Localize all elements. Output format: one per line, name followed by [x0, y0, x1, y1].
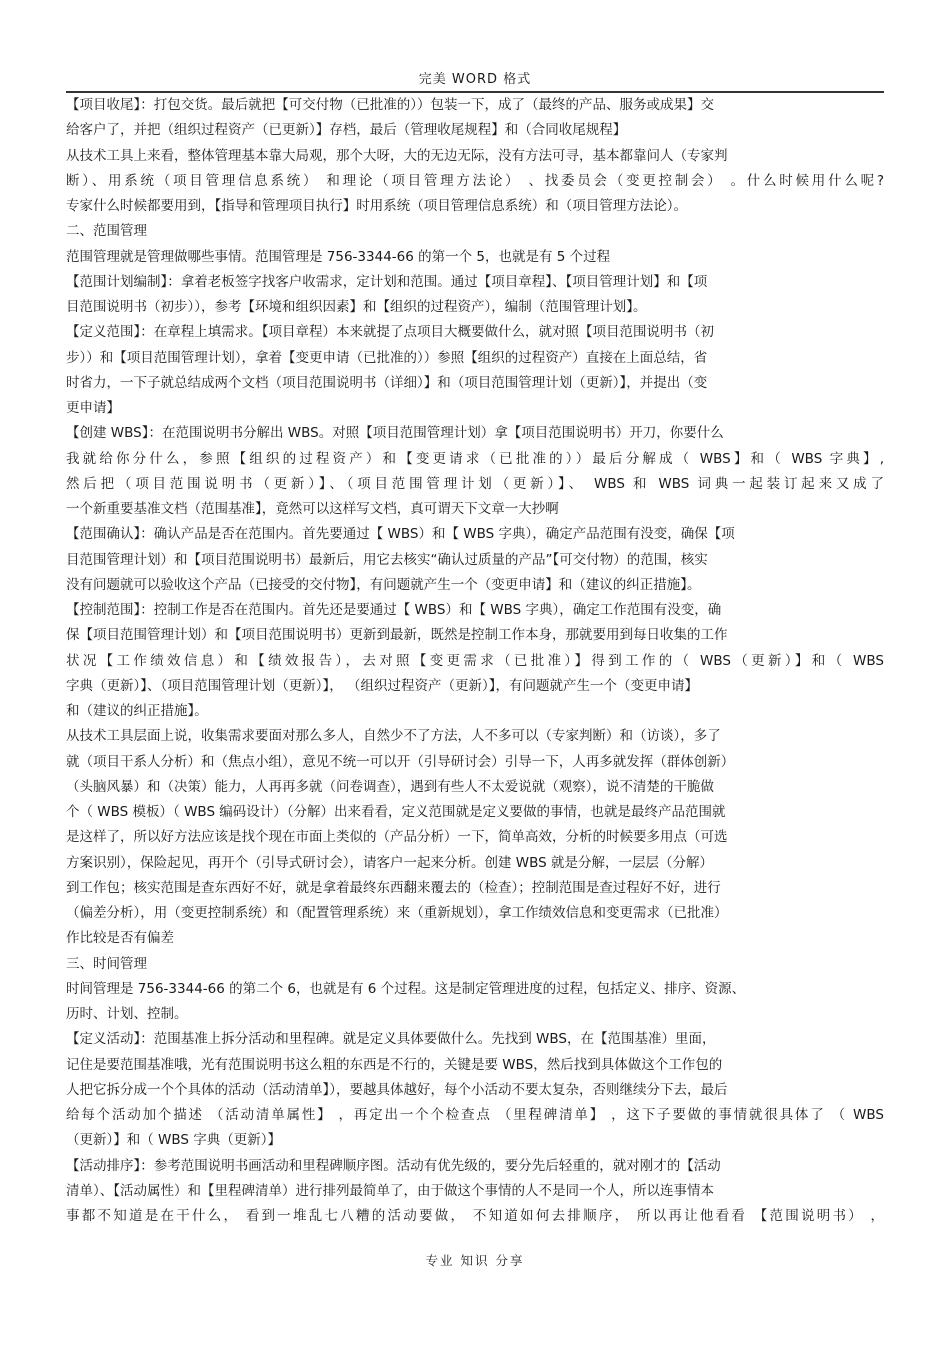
text-line: 二、范围管理	[66, 223, 147, 240]
text-line: 【创建 WBS】：在范围说明书分解出 WBS。对照【项目范围管理计划）拿【项目范围说明书）开刀，你要什么	[66, 425, 724, 442]
text-line: 步））和【项目范围管理计划），拿着【变更申请（已批准的））参照【组织的过程资产）直接在上面总结，省	[66, 349, 708, 366]
text-line: 个（ WBS 模板）（ WBS 编码设计）（分解）出来看看，定义范围就是定义要做的事情，也就是最终产品范围就	[66, 804, 726, 820]
text-line: 【活动排序】：参考范围说明书画活动和里程碑顺序图。活动有优先级的，要分先后轻重的，就对刚才的【活动	[66, 1157, 721, 1174]
text-line: 然后把（项目范围说明书（更新）】、（项目范围管理计划（更新）】、 WBS 和 WBS 词典一起装订起来又成了	[66, 475, 884, 492]
text-line: 事都不知道是在干什么， 看到一堆乱七八糟的活动要做， 不知道如何去排顺序， 所以再让他看看 【范围说明书） ，	[66, 1208, 884, 1224]
text-line: 三、时间管理	[66, 955, 147, 972]
text-line: 范围管理就是管理做哪些事情。范围管理是 756-3344-66 的第一个 5，也就是有 5 个过程	[66, 248, 611, 265]
text-line: 【项目收尾】：打包交货。最后就把【可交付物（已批准的））包装一下，成了（最终的产品、服务或成果】交	[66, 97, 714, 113]
text-line: 作比较是否有偏差	[66, 930, 174, 947]
text-line: 历时、计划、控制。	[66, 1006, 188, 1022]
text-line: 【范围计划编制】：拿着老板签字找客户收需求，定计划和范围。通过【项目章程】、【项目管理计划】和【项	[66, 273, 708, 290]
document-body	[66, 93, 884, 1229]
text-line: 是这样了，所以好方法应该是找个现在市面上类似的（产品分析）一下，简单高效，分析的时候要多用点（可选	[66, 829, 728, 846]
text-line: 保【项目范围管理计划）和【项目范围说明书）更新到最新，既然是控制工作本身，那就要用到每日收集的工作	[66, 627, 728, 644]
text-line: 清单）、【活动属性）和【里程碑清单）进行排列最简单了，由于做这个事情的人不是同一个人，所以连事情本	[66, 1182, 714, 1199]
text-line: 更申请】	[66, 400, 120, 416]
text-line: 人把它拆分成一个个具体的活动（活动清单】），要越具体越好，每个小活动不要太复杂，否则继续分下去，最后	[66, 1081, 728, 1098]
page-header: 完美 WORD 格式	[418, 72, 532, 87]
text-line: 断）、用系统（项目管理信息系统） 和理论（项目管理方法论） 、找委员会（变更控制会） 。什么时候用什么呢?	[66, 172, 884, 189]
text-line: （头脑风暴）和（决策）能力，人再再多就（问卷调查），遇到有些人不太爱说就（观察），说不清楚的干脆做	[66, 778, 714, 795]
text-line: 从技术工具上来看，整体管理基本靠大局观，那个大呀，大的无边无际，没有方法可寻，基本都靠问人（专家判	[66, 147, 728, 164]
text-line: 时省力，一下子就总结成两个文档（项目范围说明书（详细）】和（项目范围管理计划（更新）】，并提出（变	[66, 374, 708, 391]
text-line: 给每个活动加个描述 （活动清单属性】 ，再定出一个个检查点 （里程碑清单】 ，这下子要做的事情就很具体了 （ WBS	[66, 1107, 884, 1123]
text-line: 和（建议的纠正措施】。	[66, 703, 208, 719]
text-line: 【控制范围】：控制工作是否在范围内。首先还是要通过【 WBS）和【 WBS 字典），确定工作范围有没变，确	[66, 602, 722, 618]
text-line: 【范围确认】：确认产品是否在范围内。首先要通过【 WBS）和【 WBS 字典），确定产品范围有没变，确保【项	[66, 526, 735, 543]
text-line: 没有问题就可以验收这个产品（已接受的交付物】，有问题就产生一个（变更申请】和（建议的纠正措施】。	[66, 576, 701, 593]
text-line: 时间管理是 756-3344-66 的第二个 6，也就是有 6 个过程。这是制定管理进度的过程，包括定义、排序、资源、	[66, 980, 746, 997]
text-line: 专家什么时候都要用到，【指导和管理项目执行】时用系统（项目管理信息系统）和（项目管理方法论）。	[66, 198, 687, 214]
text-line: 到工作包；核实范围是查东西好不好，就是拿着最终东西翻来覆去的（检查）；控制范围是查过程好不好，进行	[66, 879, 721, 896]
text-line: 方案识别），保险起见，再开个（引导式研讨会），请客户一起来分析。创建 WBS 就是分解，一层层（分解）	[66, 854, 714, 871]
text-line: 【定义范围】：在章程上填需求。【项目章程）本来就提了点项目大概要做什么，就对照【项目范围说明书（初	[66, 324, 714, 341]
text-line: 【定义活动】：范围基准上拆分活动和里程碑。就是定义具体要做什么。先找到 WBS，在【范围基准）里面，	[66, 1031, 716, 1048]
text-line: 给客户了，并把（组织过程资产（已更新）】存档，最后（管理收尾规程】和（合同收尾规程】	[66, 122, 627, 139]
page-footer: 专业 知识 分享	[425, 1253, 525, 1268]
text-line: 状况【工作绩效信息）和【绩效报告），去对照【变更需求（已批准）】得到工作的（ WBS（更新）】和（ WBS	[66, 652, 884, 669]
text-line: （更新）】和（ WBS 字典（更新）】	[66, 1132, 282, 1149]
text-line: 我就给你分什么，参照【组织的过程资产）和【变更请求（已批准的））最后分解成（ WBS】和（ WBS 字典】,	[66, 450, 884, 467]
text-line: （偏差分析），用（变更控制系统）和（配置管理系统）来（重新规划），拿工作绩效信息和变更需求（已批准）	[66, 905, 728, 921]
text-line: 一个新重要基准文档（范围基准】，竟然可以这样写文档，真可谓天下文章一大抄啊	[66, 501, 559, 517]
text-line: 就（项目干系人分析）和（焦点小组），意见不统一可以开（引导研讨会）引导一下，人再多就发挥（群体创新）	[66, 753, 735, 770]
text-line: 字典（更新）】、（项目范围管理计划（更新）】， （组织过程资产（更新）】，有问题就产生一个（变更申请】	[66, 677, 699, 694]
text-line: 目范围管理计划）和【项目范围说明书）最新后，用它去核实“确认过质量的产品”【可交付物）的范围，核实	[66, 551, 708, 568]
text-line: 记住是要范围基准哦，光有范围说明书这么粗的东西是不行的，关键是要 WBS，然后找到具体做这个工作包的	[66, 1056, 723, 1073]
text-line: 目范围说明书（初步）），参考【环境和组织因素】和【组织的过程资产），编制（范围管理计划】。	[66, 299, 647, 315]
text-line: 从技术工具层面上说，收集需求要面对那么多人，自然少不了方法，人不多可以（专家判断）和（访谈），多了	[66, 728, 721, 745]
